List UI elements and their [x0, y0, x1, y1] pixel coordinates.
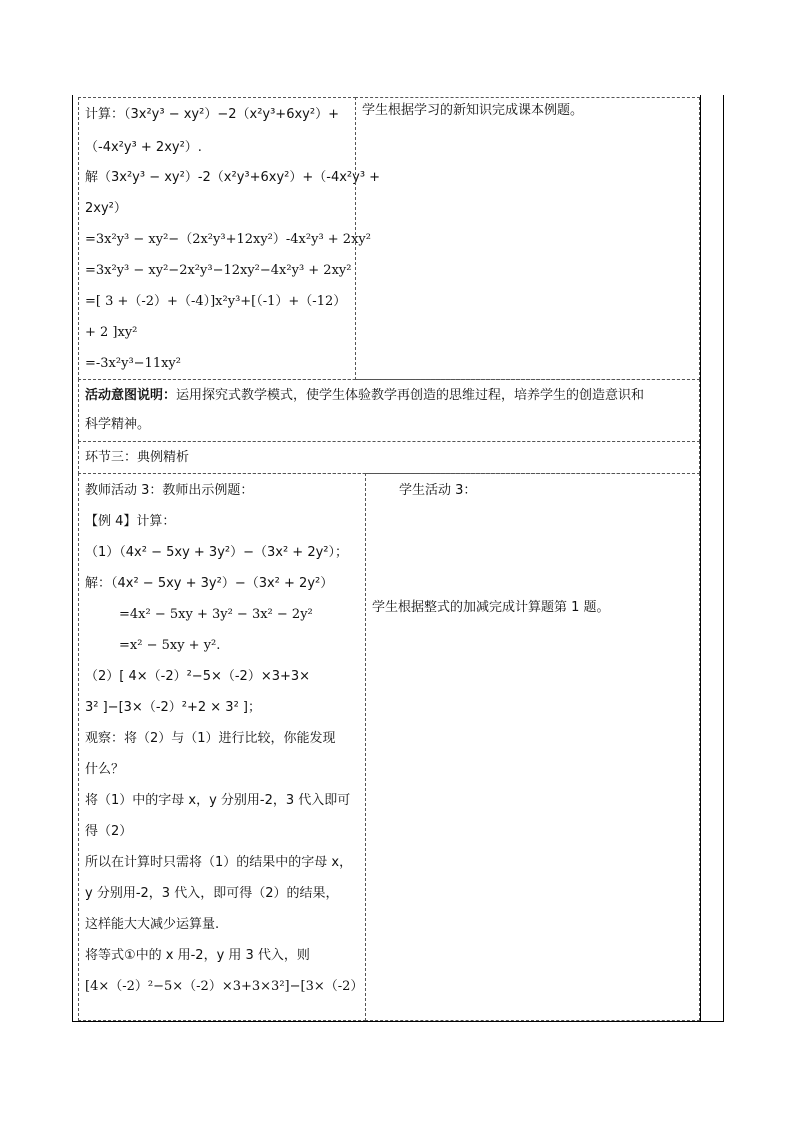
example-solution-line2: =4x² − 5xy + 3y² − 3x² − 2y² — [119, 607, 313, 622]
cell-activity-intent — [78, 379, 700, 442]
example-part1: （1）（4x² − 5xy + 3y²）−（3x² + 2y²）； — [85, 545, 348, 560]
table-right-border — [700, 95, 701, 1022]
activity-intent-line1 — [85, 387, 644, 405]
student-activity-3-title: 学生活动 3： — [399, 483, 477, 498]
cell-student-activity-3 — [365, 473, 700, 1021]
substitute-line2: 得（2） — [85, 824, 133, 839]
calc-problem-line1: 计算：（3x²y³ − xy²）−2（x²y³+6xy²）+ — [85, 107, 339, 122]
solution-step1: =3x²y³ − xy²−（2x²y³+12xy²）-4x²y³ + 2xy² — [85, 232, 371, 247]
solution-step3: =[ 3 +（-2）+（-4）]x²y³+[（-1）+（-12） — [85, 294, 347, 309]
conclusion-line3: 这样能大大减少运算量. — [85, 917, 220, 932]
section-heading: 环节三：典例精析 — [85, 450, 190, 465]
example-part2-line2: 3² ]−[3×（-2）²+2 × 3² ]； — [85, 700, 261, 715]
example-solution-line3: =x² − 5xy + y². — [119, 638, 221, 653]
activity-intent-text: 运用探究式教学模式，使学生体验教学再创造的思维过程，培养学生的创造意识和 — [176, 388, 645, 403]
table-bottom-border — [72, 1021, 723, 1022]
teacher-activity-title: 教师活动 3：教师出示例题： — [85, 483, 254, 498]
substitute-line1: 将（1）中的字母 x，y 分别用-2，3 代入即可 — [85, 793, 351, 808]
cell-teacher-calc — [78, 97, 381, 380]
cell-student-activity — [355, 97, 700, 380]
example-title: 【例 4】计算： — [85, 514, 176, 529]
calc-problem-line2: （-4x²y³ + 2xy²）. — [85, 140, 202, 155]
student-activity-3-text: 学生根据整式的加减完成计算题第 1 题。 — [372, 600, 610, 615]
student-activity-text: 学生根据学习的新知识完成课本例题。 — [362, 103, 584, 118]
cell-teacher-activity-3 — [78, 473, 366, 1021]
solution-line2: 2xy²） — [85, 201, 127, 216]
activity-intent-line2: 科学精神。 — [85, 417, 151, 432]
solution-step4: + 2 ]xy² — [85, 325, 138, 340]
solution-step5: =-3x²y³−11xy² — [85, 356, 181, 371]
equation-substitute-line: 将等式①中的 x 用-2，y 用 3 代入，则 — [85, 948, 310, 963]
observe-line1: 观察：将（2）与（1）进行比较，你能发现 — [85, 731, 336, 746]
solution-step2: =3x²y³ − xy²−2x²y³−12xy²−4x²y³ + 2xy² — [85, 263, 352, 278]
observe-line2: 什么？ — [85, 762, 125, 777]
example-solution-line1: 解：（4x² − 5xy + 3y²）−（3x² + 2y²） — [85, 576, 334, 591]
conclusion-line2: y 分别用-2，3 代入，即可得（2）的结果， — [85, 886, 339, 901]
example-part2-line1: （2）[ 4×（-2）²−5×（-2）×3+3× — [85, 669, 311, 684]
activity-intent-label: 活动意图说明： — [85, 388, 177, 403]
cell-section-heading — [78, 441, 700, 474]
solution-line1: 解（3x²y³ − xy²）-2（x²y³+6xy²）+（-4x²y³ + — [85, 170, 381, 185]
equation-expression-line: [4×（-2）²−5×（-2）×3+3×3²]−[3×（-2） — [85, 979, 364, 994]
conclusion-line1: 所以在计算时只需将（1）的结果中的字母 x， — [85, 855, 353, 870]
